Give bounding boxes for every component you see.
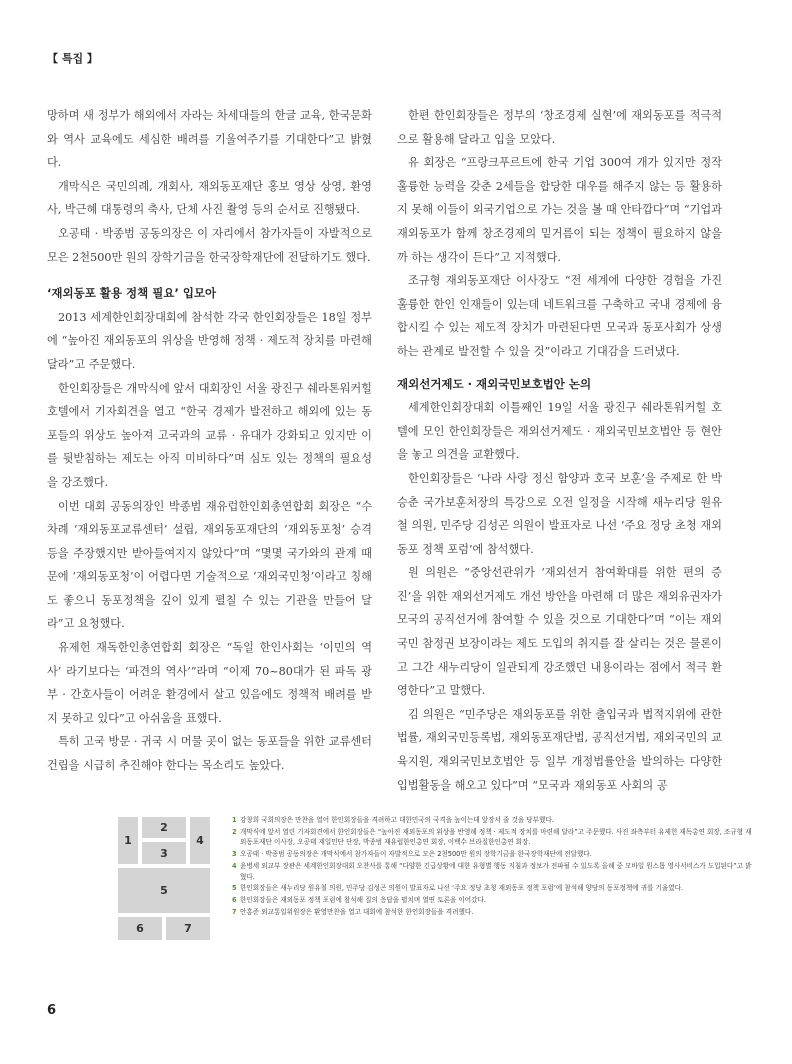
paragraph: 이번 대회 공동의장인 박종범 재유럽한인회총연합회 회장은 “수차례 ‘재외동포교류센터’ 설립, 재외동포재단의 ‘재외동포청’ 승격 등을 주장했지만 받아들여지지 않았다”며 “몇몇 국가와의 관계 때문에 ‘재외동포청’이 어렵다면 기술적으로 ‘재외국민청’이라고 칭해도 좋으니 동포정책을 깊이 있게 펼칠 수 있는 기관을 만들어 달라”고 요청했다. [47,499,372,631]
subheading-election: 재외선거제도 · 재외국민보호법안 논의 [397,376,592,391]
caption-number: 4 [232,862,237,871]
page-number: 6 [47,1003,57,1018]
subheading-policy: ‘재외동포 활용 정책 필요’ 입모아 [47,286,217,301]
photo-slot-4: 4 [190,817,210,864]
photo-slot-2: 2 [142,817,186,838]
paragraph: 한인회장들은 개막식에 앞서 대회장인 서울 광진구 쉐라톤워커힐 호텔에서 기자회견을 열고 “한국 경제가 발전하고 해외에 있는 동포들의 위상도 높아져 고국과의 교류 · 유대가 강화되고 있지만 이를 뒷받침하는 제도는 아직 미비하다”며 심도 있는 정책의 필요성을 강조했다. [47,381,372,489]
caption-text: 한인회장들은 새누리당 원유철 의원, 민주당 김성곤 의원이 발표자로 나선 ‘주요 정당 초청 재외동포 정책 포럼’에 참석해 양당의 동포정책에 귀를 기울였다. [240,884,684,893]
paragraph: 원 의원은 “중앙선관위가 ‘재외선거 참여확대를 위한 편의 증진’을 위한 재외선거제도 개선 방안을 마련해 더 많은 재외유권자가 모국의 공직선거에 참여할 수 있을 것으로 기대한다”며 “이는 재외국민 참정권 보장이라는 제도 도입의 취지를 잘 살리는 것은 물론이고 그간 새누리당이 일관되게 강조했던 내용이라는 점에서 적극 환영한다”고 말했다. [397,566,722,698]
paragraph: 망하며 새 정부가 해외에서 자라는 차세대들의 한글 교육, 한국문화와 역사 교육에도 세심한 배려를 기울여주기를 기대한다”고 밝혔다. [47,109,372,170]
caption-item [232,849,757,859]
paragraph: 오공태 · 박종범 공동의장은 이 자리에서 참가자들이 자발적으로 모은 2천500만 원의 장학기금을 한국장학재단에 전달하기도 했다. [47,226,372,264]
paragraph: 유제헌 재독한인총연합회 회장은 “독일 한인사회는 ‘이민의 역사’ 라기보다는 ‘파견의 역사’”라며 “이제 70~80대가 된 파독 광부 · 간호사들이 어려운 환경에서 살고 있음에도 정책적 배려를 받지 못하고 있다”고 아쉬움을 표했다. [47,641,372,725]
caption-number: 3 [232,850,237,859]
caption-item [232,907,757,917]
caption-number: 5 [232,884,237,893]
article-left-column [47,104,372,778]
paragraph: 김 의원은 “민주당은 재외동포를 위한 출입국과 법적지위에 관한 법률, 재외국민등록법, 재외동포재단법, 공직선거법, 재외국민의 교육지원, 재외국민보호법안 등 일부 개정법률안을 발의하는 다양한 입법활동을 해오고 있다”며 “모국과 재외동포 사회의 공 [397,707,722,792]
caption-number: 6 [232,896,237,905]
paragraph: 2013 세계한인회장대회에 참석한 각국 한인회장들은 18일 정부에 “높아진 재외동포의 위상을 반영해 정책 · 제도적 장치를 마련해 달라”고 주문했다. [47,310,372,371]
paragraph: 특히 고국 방문 · 귀국 시 머물 곳이 없는 동포들을 위한 교류센터 건립을 시급히 추진해야 한다는 목소리도 높았다. [47,735,372,773]
photo-slot-5: 5 [118,868,210,913]
photo-slot-1: 1 [118,817,138,864]
caption-text: 개막식에 앞서 열린 기자회견에서 한인회장들은 “높아진 재외동포의 위상을 반영해 정책 · 제도적 장치를 마련해 달라”고 주문했다. 사진 좌측부터 유제헌 재독총연 회장, 조규형 재외동포재단 이사장, 오공태 재일민단 단장, 박종범 재유럽한인총연 회장, 이백수 브라질한인총연 회장. [240,827,752,847]
paragraph: 개막식은 국민의례, 개회사, 재외동포재단 홍보 영상 상영, 환영사, 박근혜 대통령의 축사, 단체 사진 촬영 등의 순서로 진행됐다. [47,179,372,217]
paragraph: 한편 한인회장들은 정부의 ‘창조경제 실현’에 재외동포를 적극적으로 활용해 달라고 입을 모았다. [397,109,722,146]
paragraph: 조규형 재외동포재단 이사장도 “전 세계에 다양한 경험을 가진 훌륭한 한인 인재들이 있는데 네트워크를 구축하고 국내 경제에 융합시킬 수 있는 제도적 장치가 마련된다면 모국과 동포사회가 상생하는 관계로 발전할 수 있을 것”이라고 기대감을 드러냈다. [397,274,722,358]
photo-slot-6: 6 [118,917,162,940]
section-header: 【 특집 】 [47,52,98,65]
photo-captions [232,815,757,919]
paragraph: 유 회장은 “프랑크푸르트에 한국 기업 300여 개가 있지만 정작 훌륭한 능력을 갖춘 2세들을 합당한 대우를 해주지 않는 등 활용하지 못해 이들이 외국기업으로 가는 것을 볼 때 안타깝다”며 “기업과 재외동포가 함께 창조경제의 밑거름이 되는 정책이 필요하지 않을까 하는 생각이 든다”고 지적했다. [397,156,722,264]
caption-item [232,815,757,825]
caption-item [232,883,757,893]
caption-number: 7 [232,908,237,917]
caption-number: 2 [232,827,237,836]
paragraph: 한인회장들은 ‘나라 사랑 정신 함양과 호국 보훈’을 주제로 한 박승춘 국가보훈처장의 특강으로 오전 일정을 시작해 새누리당 원유철 의원, 민주당 김성곤 의원이 발표자로 나선 ‘주요 정당 초청 재외동포 정책 포럼’에 참석했다. [397,471,722,556]
caption-item [232,895,757,905]
article-right-column [397,104,722,797]
photo-slot-7: 7 [166,917,210,940]
photo-slot-3: 3 [142,842,186,864]
caption-text: 한인회장들은 재외동포 정책 포럼에 참석해 질의 응답을 펼치며 열띤 토론을 이어갔다. [240,896,486,905]
caption-number: 1 [232,816,237,824]
caption-text: 안홍준 외교통일위원장은 환영만찬을 열고 대회에 참석한 한인회장들을 격려했다. [240,908,474,917]
photo-layout-grid [118,817,210,940]
caption-text: 윤병세 외교부 장관은 세계한인회장대회 오찬사를 통해 “다양한 긴급상황에 대한 유형별 행동 지침과 정보가 전파될 수 있도록 올해 중 모바일 원스톱 영사서비스가 도입된다”고 밝혔다. [240,862,752,881]
caption-item [232,861,757,882]
caption-item [232,827,757,848]
caption-text: 오공태 · 박종범 공동의장은 개막식에서 참가자들이 자발적으로 모은 2천500만 원의 장학기금을 한국장학재단에 전달했다. [240,850,592,859]
paragraph: 세계한인회장대회 이틀째인 19일 서울 광진구 쉐라톤워커힐 호텔에 모인 한인회장들은 재외선거제도 · 재외국민보호법안 등 현안을 놓고 의견을 교환했다. [397,401,722,462]
caption-text: 강창희 국회의장은 만찬을 열어 한인회장들을 격려하고 대한민국의 국격을 높이는데 앞장서 줄 것을 당부했다. [240,816,554,824]
